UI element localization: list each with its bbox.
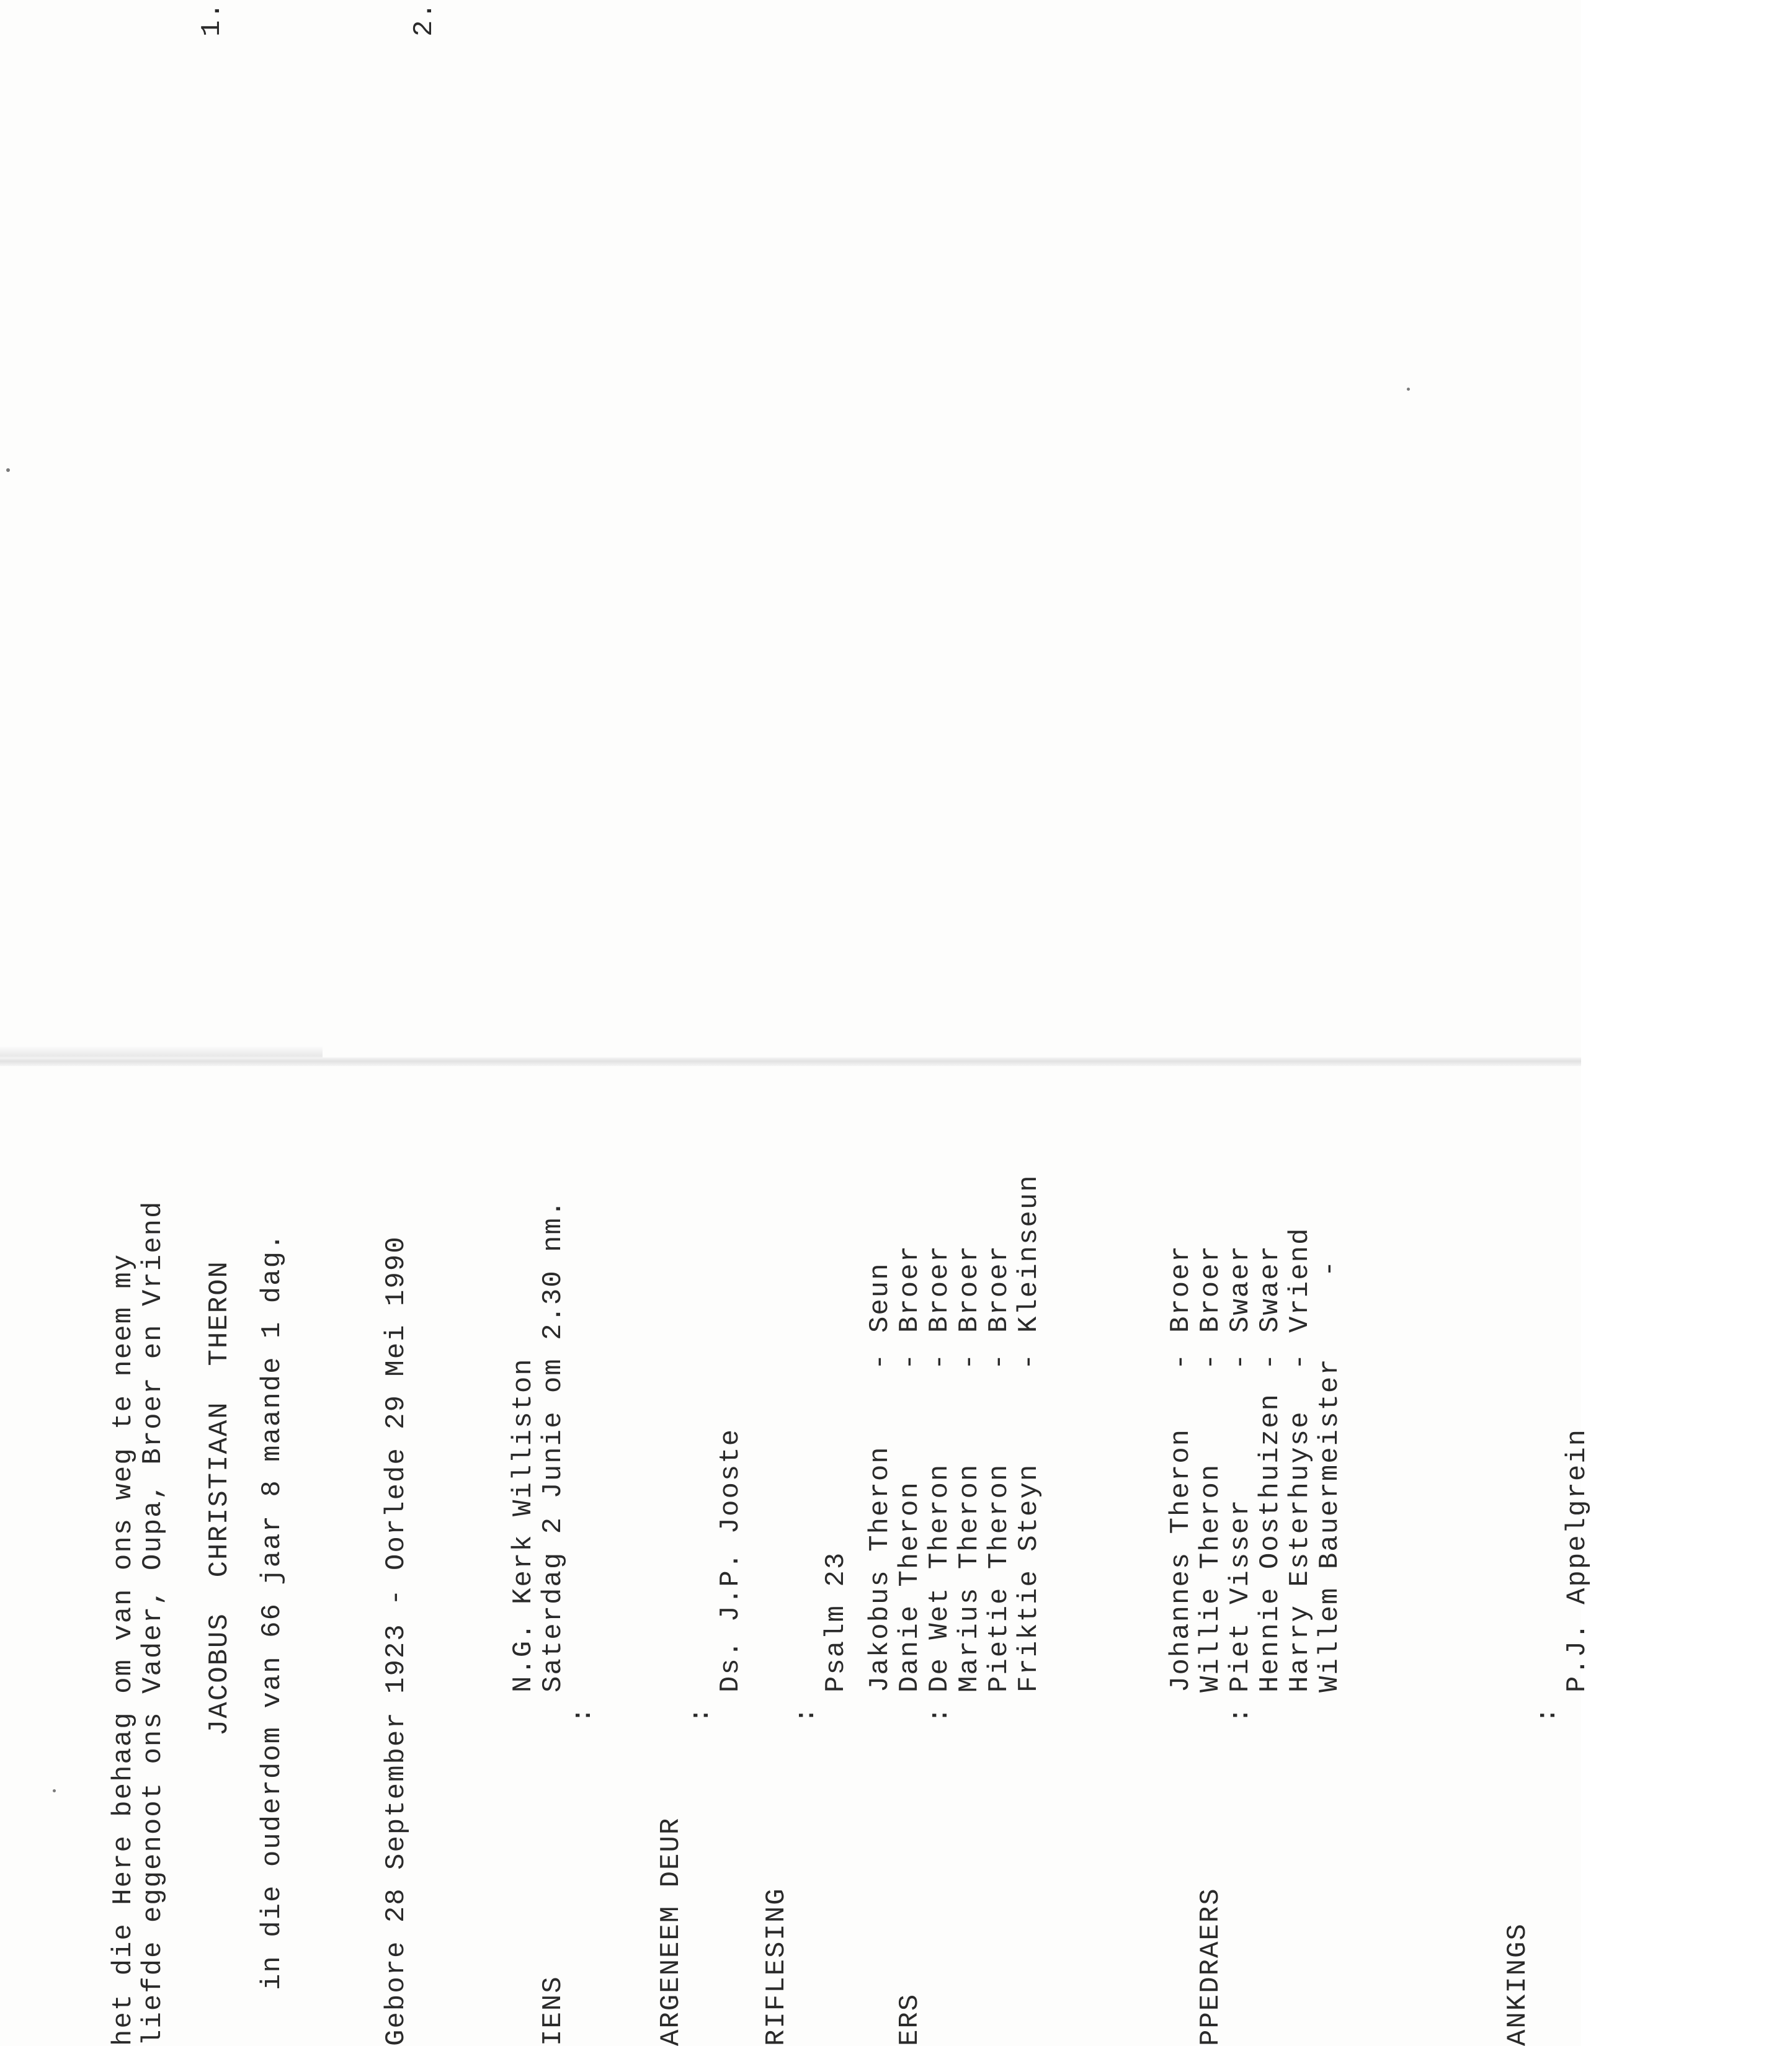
dash: - [865, 1352, 896, 1370]
bearer-name: De Wet Theron [924, 1463, 955, 1692]
pallbearer-name: Johannes Theron [1166, 1428, 1197, 1692]
dash: - [1195, 1352, 1226, 1370]
bearer-relation: Kleinseun [1014, 1174, 1045, 1333]
intro-line-2: liefde eggenoot ons Vader, Oupa, Broer en Vriend [138, 1200, 169, 2046]
dash: - [1014, 1352, 1045, 1370]
pallbearer-relation: Broer [1195, 1244, 1226, 1333]
separator: : [685, 1706, 716, 1724]
pallbearer-name: Hennie Oosthuizen [1255, 1393, 1286, 1692]
hymns-panel [0, 0, 1581, 1023]
funeral-details-panel [0, 1023, 1593, 2046]
bearers-label: ERS [894, 1993, 925, 2046]
age-line: in die ouderdom van 66 jaar 8 maande 1 dag. [257, 1232, 288, 1990]
bearer-name: Friktie Steyn [1014, 1463, 1045, 1692]
bearer-name: Pietie Theron [984, 1463, 1015, 1692]
dash: - [1225, 1352, 1256, 1370]
scripture-label: RIFLESING [761, 1887, 792, 2046]
officiant-label: ARGENEEM DEUR [656, 1817, 687, 2046]
bearer-relation: Seun [865, 1262, 896, 1333]
thanks-row [1473, 1023, 1593, 2046]
pallbearer-name: Harry Esterhuyse [1285, 1410, 1316, 1692]
bearer-relation: Broer [894, 1244, 925, 1333]
pallbearer-relation: Vriend [1285, 1227, 1316, 1333]
dash: - [1255, 1352, 1286, 1370]
pallbearer-name: Willem Bauermeister [1314, 1358, 1345, 1692]
bearer-name: Danie Theron [894, 1481, 925, 1692]
officiant-name: Ds. J.P. Jooste [715, 1428, 746, 1692]
dash: - [1166, 1352, 1197, 1370]
bearer-relation: Broer [924, 1244, 955, 1333]
service-time: Saterdag 2 Junie om 2.30 nm. [538, 1199, 569, 1692]
pallbearer-relation: Broer [1166, 1244, 1197, 1333]
separator: : [568, 1706, 599, 1724]
scripture-row [732, 1023, 852, 2046]
pallbearer-relation: Swaer [1225, 1244, 1256, 1333]
bearers-block [865, 1023, 1051, 2046]
dash: - [954, 1352, 985, 1370]
dash: - [894, 1352, 925, 1370]
bearer-relation: Broer [954, 1244, 985, 1333]
service-row [508, 1023, 599, 2046]
dash: - [1285, 1352, 1316, 1370]
officiant-row [626, 1023, 746, 2046]
dash: - [984, 1352, 1015, 1370]
dash: - [924, 1352, 955, 1370]
pallbearers-label: PPEDRAERS [1195, 1887, 1226, 2046]
bearer-name: Jakobus Theron [865, 1446, 896, 1692]
service-location: N.G. Kerk Williston [508, 1358, 539, 1692]
bearer-name: Marius Theron [954, 1463, 985, 1692]
pallbearer-relation: Swaer [1255, 1244, 1286, 1333]
pallbearer-name: Willie Theron [1195, 1463, 1226, 1692]
dates-line: Gebore 28 September 1923 - Oorlede 29 Mei 1990 [381, 1235, 412, 2046]
separator: : [1532, 1706, 1563, 1724]
bearer-relation: Broer [984, 1244, 1015, 1333]
separator: : [791, 1706, 822, 1724]
service-label: IENS [538, 1975, 569, 2046]
pallbearers-block [1166, 1023, 1352, 2046]
thanks-label: ANKINGS [1502, 1923, 1533, 2046]
pallbearer-name: Piet Visser [1225, 1498, 1256, 1692]
deceased-name: JACOBUS CHRISTIAAN THERON [204, 1260, 235, 1736]
dash: - [1314, 1259, 1345, 1277]
scripture-reading: Psalm 23 [821, 1551, 852, 1692]
intro-line-1: het die Here behaag om van ons weg te neem my [108, 1253, 139, 2046]
thanks-value: P.J. Appelgrein [1562, 1428, 1593, 1692]
verse-number: 2. [409, 1, 440, 37]
separator: : [1225, 1706, 1256, 1724]
verse-number: 1. [197, 1, 228, 37]
separator: : [924, 1706, 955, 1724]
